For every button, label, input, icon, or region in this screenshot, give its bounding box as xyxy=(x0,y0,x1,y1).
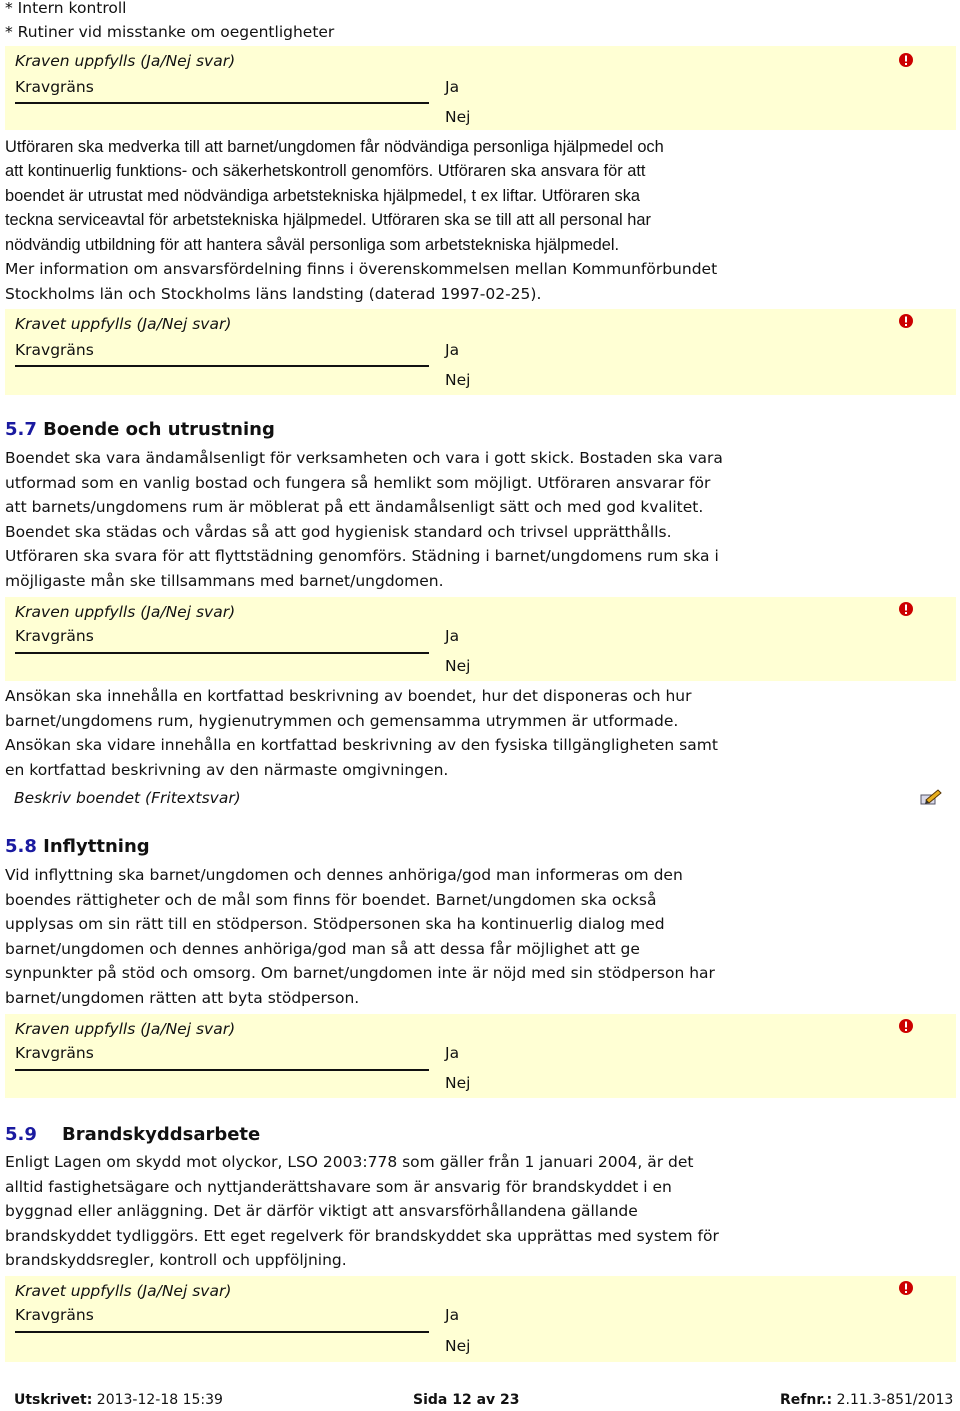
alert-icon xyxy=(898,601,914,617)
answer-line xyxy=(15,365,429,367)
kravgrans-label: Kravgräns xyxy=(15,341,94,359)
footer-page: Sida 12 av 23 xyxy=(413,1392,520,1408)
requirement-box xyxy=(5,46,956,130)
paragraph: Enligt Lagen om skydd mot olyckor, LSO 2003:778 som gäller från 1 januari 2004, är det alltid fastighetsägare och nyttjanderättshavare som är ansvarig för brandskyddet i en byggnad eller anläggning. Det är därför viktigt att ansvarsförhållandena gällande brandskyddet tydliggörs. Ett eget regelverk för brandskyddet ska upprättas med system för brandskyddsregler, kontroll och uppföljning. xyxy=(5,1153,719,1270)
question-label: Kravet uppfylls (Ja/Nej svar) xyxy=(15,315,232,333)
footer-ref: Refnr.: 2.11.3-851/2013 xyxy=(780,1392,954,1408)
list-item: * Intern kontroll xyxy=(5,0,127,17)
footer-printed: Utskrivet: 2013-12-18 15:39 xyxy=(14,1392,223,1408)
question-label: Kraven uppfylls (Ja/Nej svar) xyxy=(15,603,236,621)
list-item: * Rutiner vid misstanke om oegentligheter xyxy=(5,23,335,41)
yes-option[interactable]: Ja xyxy=(445,341,460,359)
yes-option[interactable]: Ja xyxy=(445,627,460,645)
paragraph: Vid inflyttning ska barnet/ungdomen och dennes anhöriga/god man informeras om den boendes rättigheter och de mål som finns för boendet. Barnet/ungdomen ska också upplysas om sin rätt till en stödperson. Stödpersonen ska ha kontinuerlig dialog med barnet/ungdomen och dennes anhöriga/god man så att dessa får möjlighet att ge synpunkter på stöd och omsorg. Om barnet/ungdomen inte är nöjd med sin stödperson har barnet/ungdomen rätten att byta stödperson. xyxy=(5,866,715,1007)
section-heading: 5.9 Brandskyddsarbete xyxy=(5,1124,261,1145)
answer-line xyxy=(15,1331,429,1333)
answer-line xyxy=(15,102,429,104)
section-heading: 5.7 Boende och utrustning xyxy=(5,419,275,440)
pencil-icon[interactable] xyxy=(920,788,942,806)
requirement-box xyxy=(5,309,956,395)
requirement-box xyxy=(5,597,956,681)
kravgrans-label: Kravgräns xyxy=(15,78,94,96)
question-label: Kraven uppfylls (Ja/Nej svar) xyxy=(15,1020,236,1038)
kravgrans-label: Kravgräns xyxy=(15,1306,94,1324)
kravgrans-label: Kravgräns xyxy=(15,1044,94,1062)
alert-icon xyxy=(898,1280,914,1296)
no-option[interactable]: Nej xyxy=(445,1337,471,1355)
paragraph: Mer information om ansvarsfördelning finns i överenskommelsen mellan Kommunförbundet Stockholms län och Stockholms läns landsting (daterad 1997-02-25). xyxy=(5,260,718,303)
requirement-box xyxy=(5,1276,956,1362)
answer-line xyxy=(15,652,429,654)
alert-icon xyxy=(898,1018,914,1034)
alert-icon xyxy=(898,52,914,68)
yes-option[interactable]: Ja xyxy=(445,1044,460,1062)
no-option[interactable]: Nej xyxy=(445,108,471,126)
alert-icon xyxy=(898,313,914,329)
yes-option[interactable]: Ja xyxy=(445,78,460,96)
question-label: Kraven uppfylls (Ja/Nej svar) xyxy=(15,52,236,70)
no-option[interactable]: Nej xyxy=(445,657,471,675)
paragraph: Utföraren ska medverka till att barnet/ungdomen får nödvändiga personliga hjälpmedel och att kontinuerlig funktions- och säkerhetskontroll genomförs. Utföraren ska ansvara för att boendet är utrustat med nödvändiga arbetstekniska hjälpmedel, t ex liftar. Utföraren ska teckna serviceavtal för arbetstekniska hjälpmedel. Utföraren ska se till att all personal har nödvändig utbildning för att hantera såväl personliga som arbetstekniska hjälpmedel. xyxy=(5,138,664,254)
no-option[interactable]: Nej xyxy=(445,1074,471,1092)
kravgrans-label: Kravgräns xyxy=(15,627,94,645)
free-text-label[interactable]: Beskriv boendet (Fritextsvar) xyxy=(14,789,241,807)
requirement-box xyxy=(5,1014,956,1098)
paragraph: Boendet ska vara ändamålsenligt för verksamheten och vara i gott skick. Bostaden ska vara utformad som en vanlig bostad och fungera så hemlikt som möjligt. Utföraren ansvarar för att barnets/ungdomens rum är möblerat på ett ändamålsenligt sätt och med god kvalitet. Boendet ska städas och vårdas så att god hygienisk standard och trivsel upprätthålls. Utföraren ska svara för att flyttstädning genomförs. Städning i barnet/ungdomens rum ska i möjligaste mån ske tillsammans med barnet/ungdomen. xyxy=(5,449,723,590)
section-heading: 5.8 Inflyttning xyxy=(5,836,150,857)
no-option[interactable]: Nej xyxy=(445,371,471,389)
paragraph: Ansökan ska innehålla en kortfattad beskrivning av boendet, hur det disponeras och hur barnet/ungdomens rum, hygienutrymmen och gemensamma utrymmen är utformade. Ansökan ska vidare innehålla en kortfattad beskrivning av den fysiska tillgängligheten samt en kortfattad beskrivning av den närmaste omgivningen. xyxy=(5,687,718,779)
answer-line xyxy=(15,1069,429,1071)
yes-option[interactable]: Ja xyxy=(445,1306,460,1324)
question-label: Kravet uppfylls (Ja/Nej svar) xyxy=(15,1282,232,1300)
